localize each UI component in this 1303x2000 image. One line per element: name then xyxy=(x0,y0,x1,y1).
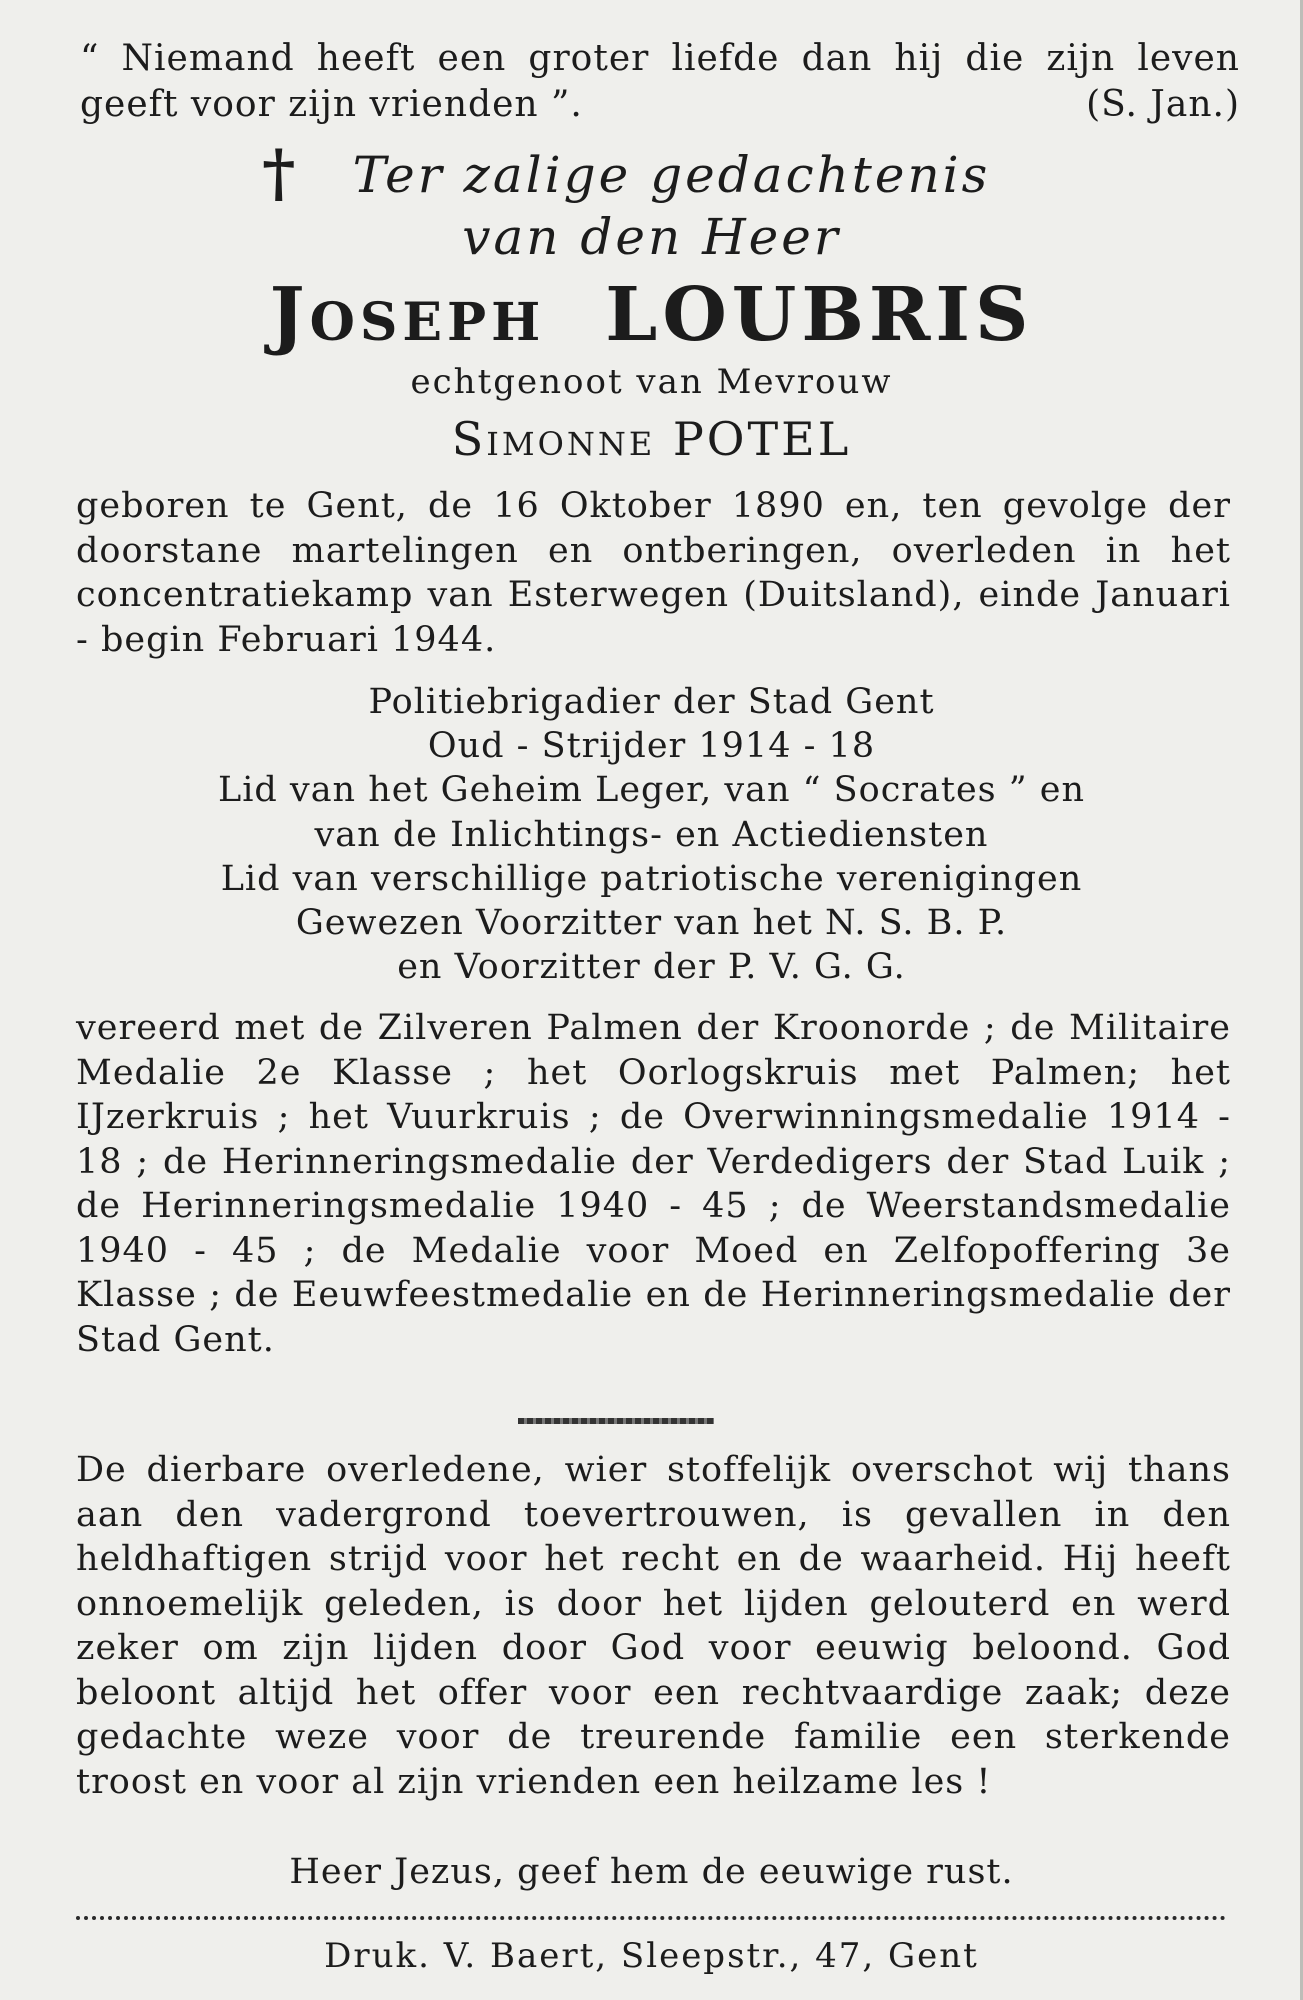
function-line: van de Inlichtings- en Actiediensten xyxy=(314,814,989,855)
spouse-name: Simonne POTEL xyxy=(451,412,852,466)
deceased-first-name: Joseph xyxy=(269,272,546,358)
deceased-name xyxy=(0,272,1303,358)
spouse-intro: echtgenoot van Mevrouw xyxy=(410,362,893,402)
bible-quote xyxy=(80,36,1240,128)
function-line: Lid van het Geheim Leger, van “ Socrates ” en xyxy=(217,770,1086,811)
deceased-last-name: LOUBRIS xyxy=(605,272,1034,358)
function-line: Lid van verschillige patriotische verenigingen xyxy=(220,858,1083,899)
printer-imprint: Druk. V. Baert, Sleepstr., 47, Gent xyxy=(324,1936,979,1976)
heading-line-2: van den Heer xyxy=(462,208,841,266)
functions-list xyxy=(0,680,1303,989)
function-line: en Voorzitter der P. V. G. G. xyxy=(397,947,906,988)
biography: geboren te Gent, de 16 Oktober 1890 en, ten gevolge der doorstane martelingen en ontberingen, overleden in het concentratiekamp van Esterwegen (Duitsland), einde Januari - begin Februari 1944. xyxy=(76,486,1231,660)
function-line: Oud - Strijder 1914 - 18 xyxy=(427,726,876,767)
cross-icon: † xyxy=(262,136,296,211)
quote-text: “ Niemand heeft een groter liefde dan hij die zijn leven geeft voor zijn vrienden ”. xyxy=(80,38,1240,125)
heading-line-1: Ter zalige gedachtenis xyxy=(352,146,991,204)
ornament-divider xyxy=(518,1418,714,1424)
function-line: Gewezen Voorzitter van het N. S. B. P. xyxy=(295,903,1008,944)
closing-prayer: Heer Jezus, geef hem de eeuwige rust. xyxy=(289,1852,1014,1892)
tribute: De dierbare overledene, wier stoffelijk overschot wij thans aan den vadergrond toevertrouwen, is gevallen in den heldhaftigen strijd voor het recht en de waarheid. Hij heeft onnoemelijk geleden, is door het lijden gelouterd en werd zeker om zijn lijden door God voor eeuwig beloond. God beloont altijd het offer voor een rechtvaardige zaak; deze gedachte weze voor de treurende familie een sterkende troost en voor al zijn vrienden een heilzame les ! xyxy=(76,1450,1231,1802)
honours: vereerd met de Zilveren Palmen der Kroonorde ; de Militaire Medalie 2e Klasse ; het Oorlogskruis met Palmen; het IJzerkruis ; het Vuurkruis ; de Overwinningsmedalie 1914 - 18 ; de Herinneringsmedalie der Verdedigers der Stad Luik ; de Herinneringsmedalie 1940 - 45 ; de Weerstandsmedalie 1940 - 45 ; de Medalie voor Moed en Zelfopoffering 3e Klasse ; de Eeuwfeestmedalie en de Herinneringsmedalie der Stad Gent. xyxy=(76,1008,1231,1360)
function-line: Politiebrigadier der Stad Gent xyxy=(368,682,935,722)
quote-source: (S. Jan.) xyxy=(1086,84,1240,125)
dotted-divider xyxy=(76,1916,1226,1920)
